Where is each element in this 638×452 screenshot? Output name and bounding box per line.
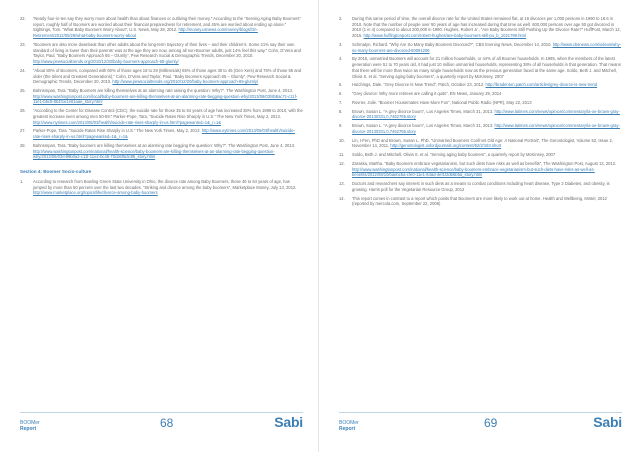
endnote — [339, 16, 624, 39]
endnote-number: 14. — [339, 195, 345, 201]
endnote-number: 6. — [339, 91, 343, 97]
endnote-link[interactable]: http://www.latimes.com/news/opinion/commentary/la-oe-brown-gray-divorce-20130331,0,7462765.story — [352, 108, 620, 120]
endnote — [339, 196, 624, 207]
endnote-link[interactable]: http://www.nytimes.com/2013/05/03/health/suicide-rate-rises-sharply-in-us.html?pagewanted=1&_r=1& — [33, 119, 222, 125]
endnote-number: 4. — [339, 56, 343, 62]
page-number: 69 — [484, 416, 498, 430]
right-endnotes — [339, 16, 624, 210]
endnote-number: 1. — [20, 179, 24, 185]
endnote-body: Brown, Susan L. “A grey divorce boom”, Los Angeles Times, March 31, 2013. — [352, 123, 494, 129]
brand-line-2: Report — [339, 426, 356, 432]
section-heading: Section 4: Boomer Socio-culture — [20, 169, 92, 175]
endnote — [339, 42, 624, 53]
endnote-text — [33, 143, 303, 160]
endnote-link[interactable]: http://www.cbsnews.com/videos/why-so-many-boomers-are-divorced-50091206 — [352, 41, 622, 53]
endnote — [20, 16, 303, 39]
brand-line-2: Report — [20, 426, 37, 432]
sabi-logo: Sabi — [274, 414, 303, 430]
endnote-text — [352, 181, 624, 192]
endnote-body: Bahnsmpan, Tara. “Baby boomers are killing themselves at an alarming rate begging the question: Why?”. The Washington Post, June 4, 2013. — [33, 142, 296, 148]
endnote-body: Doctors and researchers say interest in such diets as a means to combat conditions including heart disease, Type 2 Diabetes, and obesity, is growing. Harris poll for the Vegetarian Resource Group, 2012 — [352, 181, 610, 192]
endnote-number: 7. — [339, 99, 343, 105]
left-note-list — [20, 16, 303, 160]
endnote-body: “Grey divorce: Why more retirees are calling it quits”, EN News, January 29, 2014 — [352, 91, 502, 97]
endnote-body: Parker-Pope, Tara. “Suicide Rates Rise Sharply in U.S.” The New York Times, May 2, 2013. — [33, 128, 201, 134]
endnote-text — [33, 128, 303, 139]
endnote-text — [352, 91, 624, 97]
endnote — [20, 108, 303, 125]
endnote-text — [352, 152, 624, 158]
brand-wordmark — [20, 420, 40, 432]
endnote-body: Zaraska, Martha. “Baby Boomers embrace vegetarianism, but such diets have risks as well as benefits”, The Washington Post, August 13, 2012. — [352, 161, 617, 166]
endnote-number: 28. — [20, 142, 26, 148]
endnote-body: This report comes in contrast to a report which posits that Boomers are more likely to work out at home. Health and Wellbeing, Mintel, 2012 (reported by mercola.com, September 22, 2006) — [352, 195, 607, 207]
endnote-link[interactable]: http://www.pewsocialtrends.org/2010/12/20/baby-boomers-approach-65-glumly/ — [33, 59, 179, 65]
endnote-body: According to research from Bowling Green State University in Ohio, the divorce rate among Baby Boomers, those 46 to 64 years of age, has jumped by more than 50 percent over the last two decades. “Striking and divorce among the baby boomers”, Marketplace Money, July 13, 2012. — [33, 179, 297, 190]
endnote-body: “About 80% of Boomers, compared with 60% of those ages 18 to 29 (Millennials) 65% of those ages 30 to 45 (Gen Xers) and 76% of those 65 and older (the Silent and Greatest Generations).” Cohn, D’Vera and Taylor, Paul. “Baby Boomers Approach 65 – Glumly”, Pew Research Social & Demographic Trends, December 20, 2010. — [33, 67, 302, 85]
endnote — [20, 88, 303, 105]
endnote-number: 2. — [339, 16, 343, 21]
endnote-number: 27. — [20, 128, 26, 134]
endnote-text — [352, 123, 624, 134]
endnote-number: 26. — [20, 108, 26, 114]
endnote-number: 11. — [339, 152, 345, 158]
endnote — [339, 138, 624, 149]
endnote-number: 25. — [20, 88, 26, 94]
endnote-link[interactable]: http://www.marketplace.org/topics/life/divorce-among-baby-boomers — [33, 190, 158, 196]
endnote-number: 13. — [339, 181, 345, 187]
endnote — [20, 42, 303, 65]
endnote-text — [352, 56, 624, 79]
footer-divider — [20, 412, 303, 413]
endnote-body: “Boomers are also more downbeat than other adults about the long-term trajectory of their lives – and their children’s. Some 21% say their own standard of living is lower than their parents’ was at the age they are now, among all non-Boomer adults, just 14% feel this way.” Cohn, D’Vera and Taylor, Paul. “Baby Boomers Approach 65 – Glumly”, Pew Research Social & Demographic Trends, December 20, 2010. — [33, 41, 301, 59]
right-note-list — [339, 16, 624, 207]
endnote — [339, 100, 624, 106]
endnote-text — [33, 68, 303, 85]
endnote-text — [33, 16, 303, 39]
endnote-body: Lin, I-Fen, PhD and Brown, Susan L. PhD. “Unmarried Boomers Confront Old Age: A National Portrait”, The Gerontologist, Volume 52, Issue 2, November 14, 2011. — [352, 137, 613, 149]
endnote — [339, 56, 624, 79]
footer-divider — [339, 412, 622, 413]
brand-wordmark — [339, 420, 359, 432]
endnote-text — [33, 88, 303, 105]
endnote-body: Bahnsmpan, Tara. “Baby Boomers are killing themselves at an alarming rate raising the question: Why?”. The Washington Post, June 4, 2013. — [33, 88, 293, 94]
endnote — [339, 161, 624, 178]
endnote — [339, 82, 624, 88]
page-number: 68 — [160, 416, 174, 430]
endnote-link[interactable]: http://bradenton.patch.com/articles/grey-divorce-is-new-trend — [485, 82, 598, 88]
endnote — [339, 181, 624, 192]
endnote-body: Brown, Susan L. “A grey divorce boom”, Los Angeles Times, March 31, 2013. — [352, 108, 494, 114]
endnote-body: Rovner, Julie. “Boomer Housemates Have More Fun”, National Public Radio (NPR), May 22, 2013 — [352, 99, 532, 105]
endnote-link[interactable]: http://www.washingtonpost.com/local/baby-boomers-are-killing-themselves-at-an-alarming-rate-begging-question-why/2013/06/03/8b8ac7c-c11f-11e1-b5c8-8b4f1e1e01aae_story.html — [33, 93, 298, 105]
endnote-body: Schmatyn, Richard. “Why Are So Many Baby Boomers Divorced?”, CBS Evening News, December 14, 2010. — [352, 41, 552, 47]
endnote-link[interactable]: http://www.washingtonpost.com/national/health-science/baby-boomers-are-killing-themselves-at-an-alarming-rate-begging-question-why/2013/06/03/e99b0a2-c11f-11e2-bc46-70cb6ffa3c85_story.html — [33, 148, 275, 160]
endnote-number: 8. — [339, 108, 343, 114]
brand-line-1: BOOMer — [339, 420, 359, 426]
endnote-number: 23. — [20, 41, 26, 47]
endnote-text — [352, 196, 624, 207]
endnote-number: 24. — [20, 67, 26, 73]
endnote-text — [33, 108, 303, 125]
endnote-text — [33, 42, 303, 65]
endnote — [339, 91, 624, 97]
brand-line-1: BOOMer — [20, 420, 40, 426]
page-69 — [319, 0, 638, 452]
endnote-text — [352, 82, 624, 88]
left-endnotes — [20, 16, 303, 199]
endnote — [20, 128, 303, 139]
endnote-link[interactable]: http://www.washingtonpost.com/national/health-science/baby-boomers-embrace-vegetarianism-but-such-diets-have-risks-as-well-as-benefits/2012/08/10/baebc5a-cfe0-11e1-84ad-4ef1f2db6b5a_story.html — [352, 166, 595, 178]
endnote-body: “According to the Center for Disease Control (CDC), the suicide rate for those 35 to 64 years of age has increased 28% from 1999 to 2010, with the greatest increase seen among men 50-59.” Parker-Pope, Tara, “Suicide Rates Rise Sharply in U.S.” The New York Times, May 2, 2013. — [33, 108, 303, 119]
endnote-body: Soldo, Beth J. and Mitchell, Olivia S. et al. “Serving aging baby boomers”, a quarterly report by McKinsey, 2007 — [352, 152, 556, 158]
endnote-number: 3. — [339, 41, 343, 47]
endnote-body: By 2015, unmarried Boomers will account for 21 million households, or 44% of all Boomer households. In 1985, when the members of the latest generation were 51 to 70 years old, it had just 10 million unmarried households, representing 38% of all households in that generation. That means that there will be more than twice as many single households now as the previous generation faced at the same age. Soldo, Beth J. and Mitchell, Olivia S. et al. “Serving aging baby boomers”, a quarterly report by McKinsey, 2007 — [352, 56, 621, 79]
endnote — [339, 123, 624, 134]
endnote-text — [352, 138, 624, 149]
endnote-text — [352, 109, 624, 120]
endnote-text — [352, 161, 624, 178]
endnote-text — [33, 179, 303, 196]
endnote-number: 9. — [339, 123, 343, 129]
endnote-link[interactable]: http://money.usnews.com/money/blogs/On-Retirement/2012/05/28/what-baby-boomers-worry-about — [33, 27, 258, 39]
endnote — [339, 109, 624, 120]
endnote-number: 10. — [339, 137, 345, 143]
endnote-body: During this same period of time, the overall divorce rate for the United States remained flat, at 19 divorces per 1,000 persons in 1990 to 18.6 in 2010. Note that the number of people over 50 years of age has increased during that time as well. 600,000 persons over age 50 got divorced in 2010 (1 in 4) compared to about 200,000 in 1990. Hughes, Robert Jr., “Are Baby Boomers Still Pushing Up the Divorce Rate?” HuffPost, March 12, 2015. — [352, 16, 621, 39]
footer-left — [0, 412, 319, 452]
endnote-text — [352, 42, 624, 53]
footer-right — [319, 412, 638, 452]
endnote-body: Hutchings, Dale. “Grey Divorce Is New Trend”, Patch, October 23, 2012. — [352, 82, 485, 88]
endnote-text — [352, 100, 624, 106]
section-note-list — [20, 179, 303, 196]
endnote-link[interactable]: http://www.huffingtonpost.com/robert-hughes/are-baby-boomers-still-pu_b_1021799.html — [363, 33, 526, 39]
endnote — [339, 152, 624, 158]
endnote — [20, 179, 303, 196]
endnote-body: “Nearly four-in-ten say they worry more about health than about finances or outliving their money.” According to the “Serving Aging Baby Boomers” report, roughly half of Boomers are worried about their financial preparedness for retirement, and 45% are worried about ending up alone.” Sightings, Tom. “What Baby Boomers Worry About”, U.S. News, May 28, 2012. — [33, 16, 301, 33]
endnote — [20, 143, 303, 160]
endnote-link[interactable]: http://www.nytimes.com/2013/05/03/health/suicide-rate-rises-sharply-in-us.html?pagewanted=1&_r=1& — [33, 128, 295, 140]
endnote-number: 12. — [339, 161, 345, 166]
endnote-link[interactable]: http://www.latimes.com/news/opinion/commentary/la-oe-brown-gray-divorce-20130331,0,7462765.story — [352, 123, 620, 134]
endnote-number: 22. — [20, 16, 26, 21]
endnote-text — [352, 16, 624, 39]
endnote-link[interactable]: http://www.pewsocialtrends.org/2010/12/20/baby-boomers-approach-65-glumly/ — [112, 79, 259, 85]
endnote-number: 5. — [339, 82, 343, 88]
endnote-link[interactable]: http://gerontologist.oxfordjournals.org/content/52/2/153.short — [390, 143, 502, 149]
endnote — [20, 68, 303, 85]
sabi-logo: Sabi — [593, 414, 622, 430]
